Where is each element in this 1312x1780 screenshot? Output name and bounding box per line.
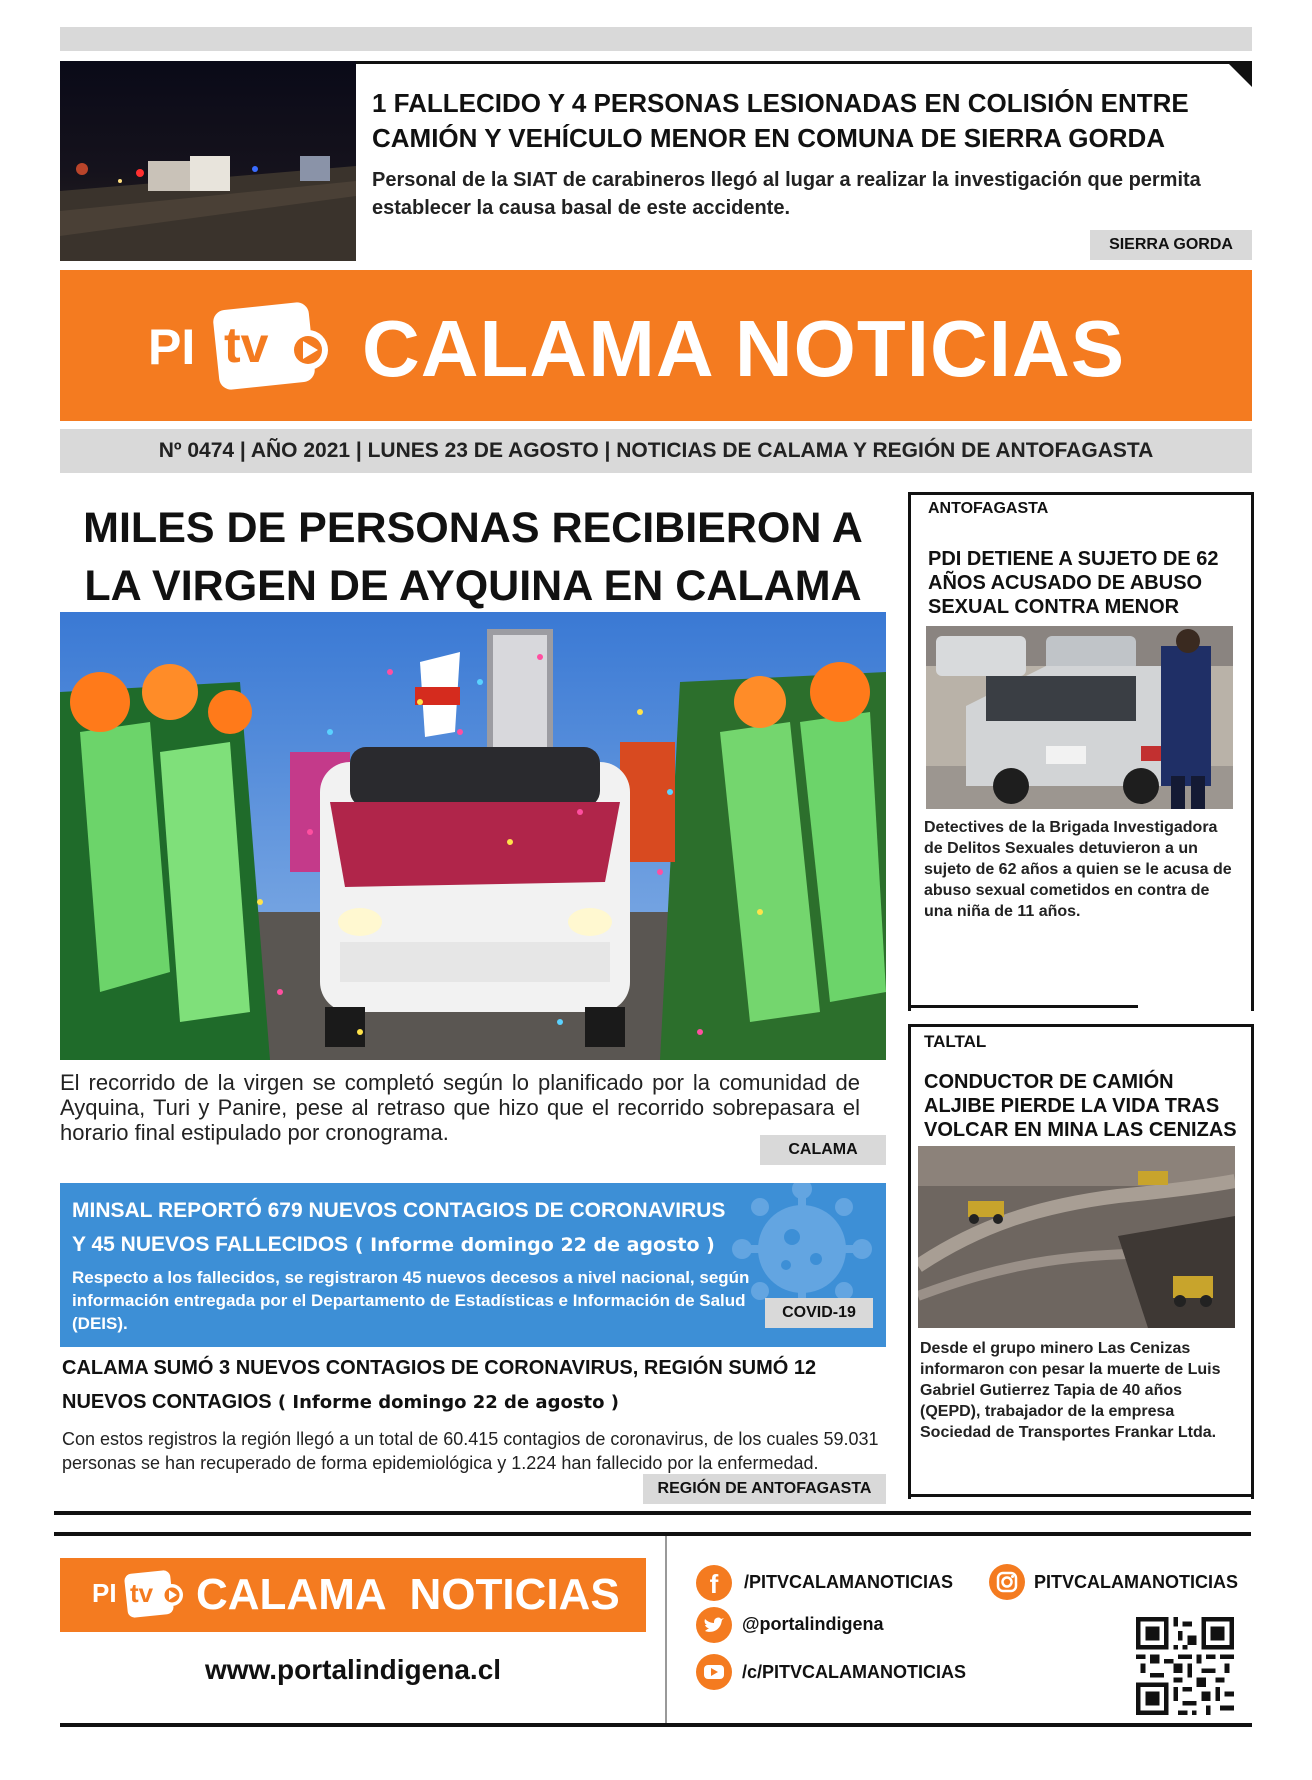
top-story-summary: Personal de la SIAT de carabineros llegó al lugar a realizar la investigación que permita establecer la causa basal de este accidente. [372, 169, 1201, 219]
masthead-title: CALAMA NOTICIAS [362, 304, 1126, 393]
top-story-frame-corner [1226, 61, 1252, 87]
side-story-2-photo[interactable] [918, 1146, 1235, 1328]
region-title-line2-bold: NUEVOS CONTAGIOS [62, 1391, 272, 1413]
facebook-icon[interactable] [696, 1565, 732, 1601]
side-story-2-summary: Desde el grupo minero Las Cenizas informaron con pesar la muerte de Luis Gabriel Gutierrez Tapia de 40 años (QEPD), trabajador de la empresa Sociedad de Transportes Frankar Ltda. [920, 1340, 1221, 1441]
covid-tag[interactable]: COVID-19 [765, 1298, 873, 1328]
covid-title-line1[interactable]: MINSAL REPORTÓ 679 NUEVOS CONTAGIOS DE CORONAVIRUS [72, 1199, 726, 1222]
footer-top-rule-2 [54, 1532, 1251, 1536]
region-title-line2-light: ( Informe domingo 22 de agosto ) [271, 1392, 619, 1413]
footer-top-rule [54, 1511, 1251, 1515]
covid-title-line2-light: ( Informe domingo 22 de agosto ) [348, 1234, 715, 1256]
footer-divider [665, 1536, 667, 1723]
instagram-icon[interactable] [988, 1563, 1026, 1601]
side-story-1-section: ANTOFAGASTA [928, 500, 1049, 517]
youtube-handle[interactable]: /c/PITVCALAMANOTICIAS [742, 1662, 967, 1682]
footer-logo-tv-text: tv [130, 1578, 154, 1608]
main-story-tag[interactable]: CALAMA [760, 1135, 886, 1165]
play-icon [282, 322, 338, 378]
masthead-logo[interactable] [148, 300, 338, 392]
youtube-icon[interactable] [696, 1654, 732, 1690]
facebook-icon-glyph: f [709, 1569, 719, 1599]
twitter-handle[interactable]: @portalindigena [742, 1614, 884, 1634]
top-story-tag[interactable]: SIERRA GORDA [1090, 230, 1252, 260]
footer-play-icon [158, 1580, 188, 1610]
side-story-1-title[interactable]: PDI DETIENE A SUJETO DE 62 AÑOS ACUSADO DE ABUSO SEXUAL CONTRA MENOR [928, 548, 1219, 618]
covid-title-line2[interactable] [72, 1230, 772, 1260]
footer-logo [92, 1568, 192, 1622]
side-story-1-bottom-rule [908, 1005, 1138, 1008]
top-strip [60, 27, 1252, 51]
instagram-handle[interactable]: PITVCALAMANOTICIAS [1034, 1572, 1238, 1592]
footer-website-link[interactable]: www.portalindigena.cl [204, 1654, 502, 1685]
qr-code-icon[interactable] [1136, 1617, 1234, 1715]
region-tag[interactable]: REGIÓN DE ANTOFAGASTA [643, 1474, 886, 1504]
main-story-title-line1[interactable]: MILES DE PERSONAS RECIBIERON A [83, 504, 863, 552]
logo-tv-text: tv [224, 317, 269, 373]
footer-bottom-rule [60, 1723, 1252, 1727]
top-story-title[interactable]: 1 FALLECIDO Y 4 PERSONAS LESIONADAS EN COLISIÓN ENTRE CAMIÓN Y VEHÍCULO MENOR EN COMUNA DE SIERRA GORDA [372, 88, 1189, 153]
top-story-photo[interactable] [60, 61, 356, 261]
side-story-1-photo[interactable] [926, 626, 1233, 809]
side-story-1-summary: Detectives de la Brigada Investigadora de Delitos Sexuales detuvieron a un sujeto de 62 años a quien se le acusa de abuso sexual cometidos en contra de una niña de 11 años. [924, 819, 1232, 920]
side-story-2-section: TALTAL [924, 1032, 987, 1051]
region-title-line2[interactable] [62, 1386, 882, 1419]
region-title-line1[interactable]: CALAMA SUMÓ 3 NUEVOS CONTAGIOS DE CORONAVIRUS, REGIÓN SUMÓ 12 [62, 1357, 817, 1379]
footer-logo-title: CALAMA NOTICIAS [196, 1570, 620, 1619]
main-story-photo[interactable] [60, 612, 886, 1060]
main-story-summary: El recorrido de la virgen se completó según lo planificado por la comunidad de Ayquina, Turi y Panire, pese al retraso que hizo que el recorrido sobrepasara el horario final estipulado por cronograma. [60, 1070, 860, 1145]
logo-pi-text: PI [148, 319, 196, 375]
side-story-2-title[interactable]: CONDUCTOR DE CAMIÓN ALJIBE PIERDE LA VIDA TRAS VOLCAR EN MINA LAS CENIZAS [924, 1071, 1237, 1141]
main-story-title-line2[interactable]: LA VIRGEN DE AYQUINA EN CALAMA [84, 562, 862, 610]
side-story-2-bottom-rule [908, 1494, 1251, 1497]
covid-summary: Respecto a los fallecidos, se registraron 45 nuevos decesos a nivel nacional, según información entregada por el Departamento de Estadísticas e Información de Salud (DEIS). [72, 1268, 750, 1333]
twitter-icon[interactable] [696, 1607, 732, 1643]
covid-title-line2-bold: Y 45 NUEVOS FALLECIDOS [72, 1233, 349, 1256]
region-summary: Con estos registros la región llegó a un total de 60.415 contagios de coronavirus, de los cuales 59.031 personas se han recuperado de forma epidemiológica y 1.224 han fallecido por la enfermedad. [62, 1429, 879, 1473]
facebook-handle[interactable]: /PITVCALAMANOTICIAS [744, 1572, 953, 1592]
issue-line: Nº 0474 | AÑO 2021 | LUNES 23 DE AGOSTO | NOTICIAS DE CALAMA Y REGIÓN DE ANTOFAGASTA [158, 439, 1154, 462]
footer-logo-pi-text: PI [92, 1578, 117, 1608]
top-story-frame-top [356, 61, 1236, 64]
